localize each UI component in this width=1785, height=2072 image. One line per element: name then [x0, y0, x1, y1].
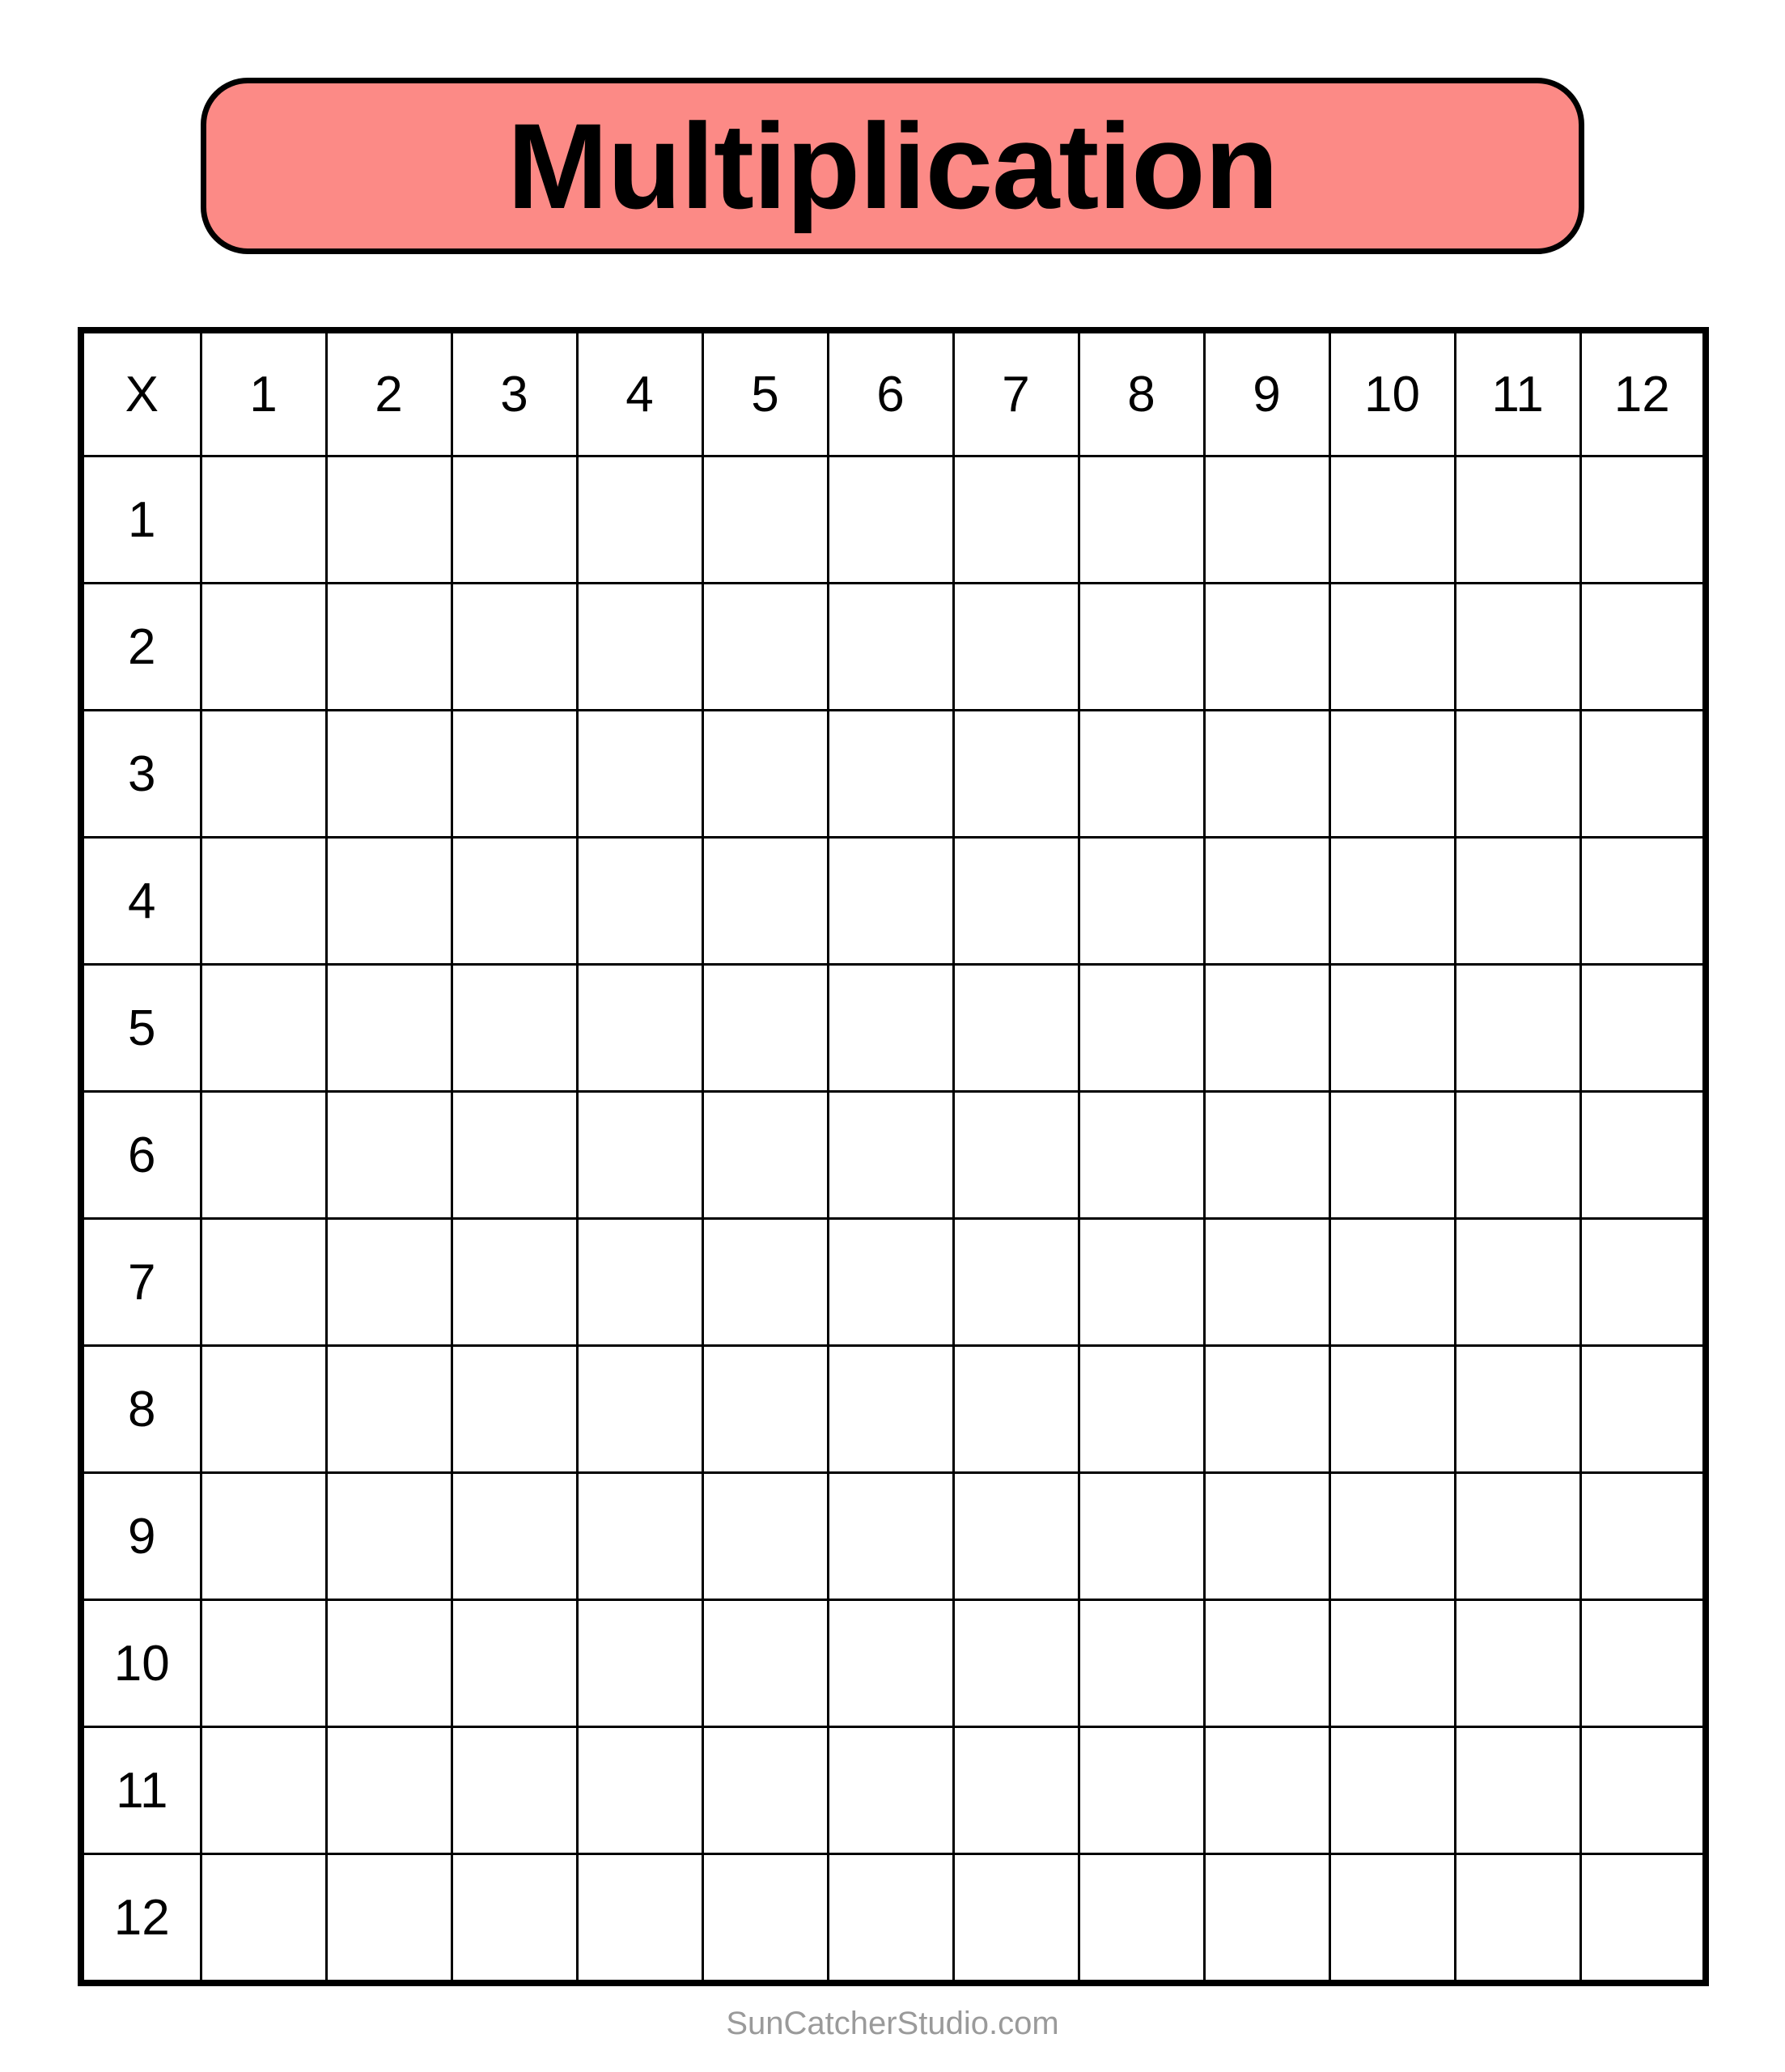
grid-cell[interactable]	[1204, 1600, 1329, 1727]
grid-cell[interactable]	[828, 1092, 953, 1219]
grid-cell[interactable]	[326, 1346, 452, 1473]
corner-multiply-symbol: X	[81, 330, 201, 456]
grid-cell[interactable]	[452, 838, 577, 965]
column-header: 6	[828, 330, 953, 456]
grid-cell[interactable]	[577, 456, 702, 584]
grid-cell[interactable]	[1329, 456, 1455, 584]
grid-cell[interactable]	[452, 1346, 577, 1473]
grid-cell[interactable]	[201, 838, 326, 965]
grid-cell[interactable]	[201, 1600, 326, 1727]
row-header: 8	[81, 1346, 201, 1473]
grid-cell[interactable]	[1329, 1092, 1455, 1219]
grid-cell[interactable]	[1204, 1092, 1329, 1219]
grid-cell[interactable]	[1329, 1854, 1455, 1984]
column-header: 4	[577, 330, 702, 456]
grid-cell[interactable]	[577, 711, 702, 838]
grid-cell[interactable]	[1204, 838, 1329, 965]
grid-cell[interactable]	[828, 1600, 953, 1727]
grid-cell[interactable]	[702, 1727, 828, 1854]
grid-cell[interactable]	[1204, 1727, 1329, 1854]
grid-cell[interactable]	[1580, 456, 1706, 584]
table-row	[81, 1600, 1706, 1727]
grid-cell[interactable]	[953, 456, 1079, 584]
grid-cell[interactable]	[1204, 965, 1329, 1092]
grid-cell[interactable]	[452, 1473, 577, 1600]
grid-cell[interactable]	[577, 1473, 702, 1600]
row-header: 12	[81, 1854, 201, 1984]
column-header: 2	[326, 330, 452, 456]
grid-cell[interactable]	[326, 711, 452, 838]
grid-cell[interactable]	[953, 584, 1079, 711]
grid-cell[interactable]	[1455, 711, 1580, 838]
grid-cell[interactable]	[1079, 584, 1204, 711]
grid-cell[interactable]	[1455, 1092, 1580, 1219]
grid-cell[interactable]	[201, 711, 326, 838]
grid-cell[interactable]	[1079, 1346, 1204, 1473]
grid-cell[interactable]	[577, 965, 702, 1092]
grid-cell[interactable]	[1455, 1219, 1580, 1346]
grid-cell[interactable]	[953, 1092, 1079, 1219]
grid-cell[interactable]	[1204, 1473, 1329, 1600]
grid-cell[interactable]	[828, 584, 953, 711]
grid-cell[interactable]	[1455, 965, 1580, 1092]
row-header: 7	[81, 1219, 201, 1346]
grid-cell[interactable]	[953, 965, 1079, 1092]
grid-cell[interactable]	[1329, 1727, 1455, 1854]
table-row	[81, 456, 1706, 584]
column-header: 1	[201, 330, 326, 456]
grid-cell[interactable]	[1580, 1346, 1706, 1473]
grid-cell[interactable]	[201, 1346, 326, 1473]
grid-cell[interactable]	[1079, 456, 1204, 584]
table-row	[81, 1727, 1706, 1854]
grid-cell[interactable]	[702, 1854, 828, 1984]
grid-cell[interactable]	[702, 1219, 828, 1346]
grid-cell[interactable]	[828, 1346, 953, 1473]
grid-cell[interactable]	[1455, 584, 1580, 711]
column-header: 11	[1455, 330, 1580, 456]
column-header: 8	[1079, 330, 1204, 456]
grid-cell[interactable]	[452, 1854, 577, 1984]
row-header: 3	[81, 711, 201, 838]
grid-cell[interactable]	[201, 456, 326, 584]
table-row	[81, 1854, 1706, 1984]
grid-cell[interactable]	[1329, 1473, 1455, 1600]
column-header: 12	[1580, 330, 1706, 456]
grid-cell[interactable]	[953, 1854, 1079, 1984]
row-header: 10	[81, 1600, 201, 1727]
grid-cell[interactable]	[326, 1092, 452, 1219]
grid-cell[interactable]	[1580, 1219, 1706, 1346]
grid-cell[interactable]	[1329, 838, 1455, 965]
grid-cell[interactable]	[1580, 965, 1706, 1092]
grid-cell[interactable]	[953, 1346, 1079, 1473]
grid-cell[interactable]	[577, 1346, 702, 1473]
grid-cell[interactable]	[1455, 1854, 1580, 1984]
row-header: 11	[81, 1727, 201, 1854]
grid-cell[interactable]	[1455, 1600, 1580, 1727]
grid-cell[interactable]	[1204, 456, 1329, 584]
grid-cell[interactable]	[1455, 456, 1580, 584]
title-banner-wrap	[201, 78, 1584, 254]
grid-cell[interactable]	[326, 1854, 452, 1984]
grid-cell[interactable]	[702, 711, 828, 838]
column-header: 7	[953, 330, 1079, 456]
row-header: 1	[81, 456, 201, 584]
grid-cell[interactable]	[828, 1219, 953, 1346]
grid-cell[interactable]	[326, 1219, 452, 1346]
grid-cell[interactable]	[1079, 965, 1204, 1092]
grid-cell[interactable]	[577, 1092, 702, 1219]
grid-cell[interactable]	[1580, 1854, 1706, 1984]
grid-cell[interactable]	[1455, 1727, 1580, 1854]
grid-cell[interactable]	[1079, 1473, 1204, 1600]
grid-cell[interactable]	[702, 1092, 828, 1219]
grid-cell[interactable]	[953, 1473, 1079, 1600]
row-header: 5	[81, 965, 201, 1092]
grid-cell[interactable]	[1329, 965, 1455, 1092]
grid-cell[interactable]	[326, 838, 452, 965]
grid-cell[interactable]	[201, 1219, 326, 1346]
column-header: 9	[1204, 330, 1329, 456]
grid-cell[interactable]	[1204, 1219, 1329, 1346]
grid-cell[interactable]	[452, 1219, 577, 1346]
row-header: 2	[81, 584, 201, 711]
grid-cell[interactable]	[1580, 711, 1706, 838]
grid-cell[interactable]	[201, 965, 326, 1092]
grid-cell[interactable]	[452, 711, 577, 838]
grid-cell[interactable]	[828, 456, 953, 584]
grid-cell[interactable]	[702, 965, 828, 1092]
grid-cell[interactable]	[326, 584, 452, 711]
table-row	[81, 711, 1706, 838]
grid-cell[interactable]	[326, 456, 452, 584]
table-header-row	[81, 330, 1706, 456]
grid-cell[interactable]	[702, 456, 828, 584]
multiplication-grid-wrap	[78, 327, 1704, 1978]
grid-cell[interactable]	[1329, 1346, 1455, 1473]
grid-cell[interactable]	[828, 838, 953, 965]
grid-cell[interactable]	[953, 1727, 1079, 1854]
grid-cell[interactable]	[577, 1600, 702, 1727]
grid-cell[interactable]	[828, 1473, 953, 1600]
grid-cell[interactable]	[577, 584, 702, 711]
grid-cell[interactable]	[1329, 711, 1455, 838]
page-title: Multiplication	[507, 98, 1278, 234]
grid-cell[interactable]	[452, 965, 577, 1092]
table-row	[81, 1092, 1706, 1219]
table-row	[81, 1346, 1706, 1473]
grid-cell[interactable]	[702, 584, 828, 711]
grid-cell[interactable]	[702, 1600, 828, 1727]
grid-cell[interactable]	[577, 1854, 702, 1984]
grid-cell[interactable]	[1079, 711, 1204, 838]
grid-cell[interactable]	[828, 1727, 953, 1854]
grid-cell[interactable]	[1455, 838, 1580, 965]
grid-cell[interactable]	[1580, 1473, 1706, 1600]
grid-cell[interactable]	[577, 838, 702, 965]
grid-cell[interactable]	[1204, 711, 1329, 838]
grid-cell[interactable]	[1329, 1600, 1455, 1727]
grid-cell[interactable]	[577, 1219, 702, 1346]
grid-cell[interactable]	[452, 1600, 577, 1727]
grid-cell[interactable]	[1079, 1854, 1204, 1984]
grid-cell[interactable]	[201, 1473, 326, 1600]
row-header: 4	[81, 838, 201, 965]
grid-cell[interactable]	[702, 1346, 828, 1473]
grid-cell[interactable]	[201, 1092, 326, 1219]
grid-cell[interactable]	[326, 1727, 452, 1854]
multiplication-table	[78, 327, 1709, 1986]
grid-cell[interactable]	[326, 1473, 452, 1600]
grid-cell[interactable]	[201, 1854, 326, 1984]
grid-cell[interactable]	[1204, 1346, 1329, 1473]
table-row	[81, 1473, 1706, 1600]
table-row	[81, 1219, 1706, 1346]
grid-cell[interactable]	[577, 1727, 702, 1854]
grid-cell[interactable]	[1329, 1219, 1455, 1346]
grid-cell[interactable]	[452, 584, 577, 711]
column-header: 3	[452, 330, 577, 456]
row-header: 6	[81, 1092, 201, 1219]
grid-cell[interactable]	[1079, 1727, 1204, 1854]
column-header: 5	[702, 330, 828, 456]
grid-cell[interactable]	[201, 584, 326, 711]
footer-credit: SunCatcherStudio.com	[726, 2006, 1059, 2041]
grid-cell[interactable]	[1455, 1346, 1580, 1473]
table-row	[81, 838, 1706, 965]
grid-cell[interactable]	[953, 838, 1079, 965]
grid-cell[interactable]	[1580, 584, 1706, 711]
grid-cell[interactable]	[828, 965, 953, 1092]
grid-cell[interactable]	[452, 1727, 577, 1854]
table-row	[81, 584, 1706, 711]
title-banner	[201, 78, 1584, 254]
grid-cell[interactable]	[452, 456, 577, 584]
grid-cell[interactable]	[953, 1600, 1079, 1727]
grid-cell[interactable]	[1580, 1092, 1706, 1219]
grid-cell[interactable]	[1204, 584, 1329, 711]
grid-cell[interactable]	[702, 838, 828, 965]
grid-cell[interactable]	[1079, 1219, 1204, 1346]
grid-cell[interactable]	[702, 1473, 828, 1600]
column-header: 10	[1329, 330, 1455, 456]
grid-cell[interactable]	[1580, 838, 1706, 965]
grid-cell[interactable]	[828, 711, 953, 838]
grid-cell[interactable]	[201, 1727, 326, 1854]
row-header: 9	[81, 1473, 201, 1600]
grid-cell[interactable]	[1455, 1473, 1580, 1600]
grid-cell[interactable]	[953, 711, 1079, 838]
grid-cell[interactable]	[828, 1854, 953, 1984]
grid-cell[interactable]	[326, 965, 452, 1092]
grid-cell[interactable]	[1580, 1600, 1706, 1727]
grid-cell[interactable]	[953, 1219, 1079, 1346]
grid-cell[interactable]	[326, 1600, 452, 1727]
grid-cell[interactable]	[452, 1092, 577, 1219]
grid-cell[interactable]	[1079, 1600, 1204, 1727]
grid-cell[interactable]	[1329, 584, 1455, 711]
grid-cell[interactable]	[1204, 1854, 1329, 1984]
grid-cell[interactable]	[1580, 1727, 1706, 1854]
grid-cell[interactable]	[1079, 1092, 1204, 1219]
grid-cell[interactable]	[1079, 838, 1204, 965]
table-row	[81, 965, 1706, 1092]
